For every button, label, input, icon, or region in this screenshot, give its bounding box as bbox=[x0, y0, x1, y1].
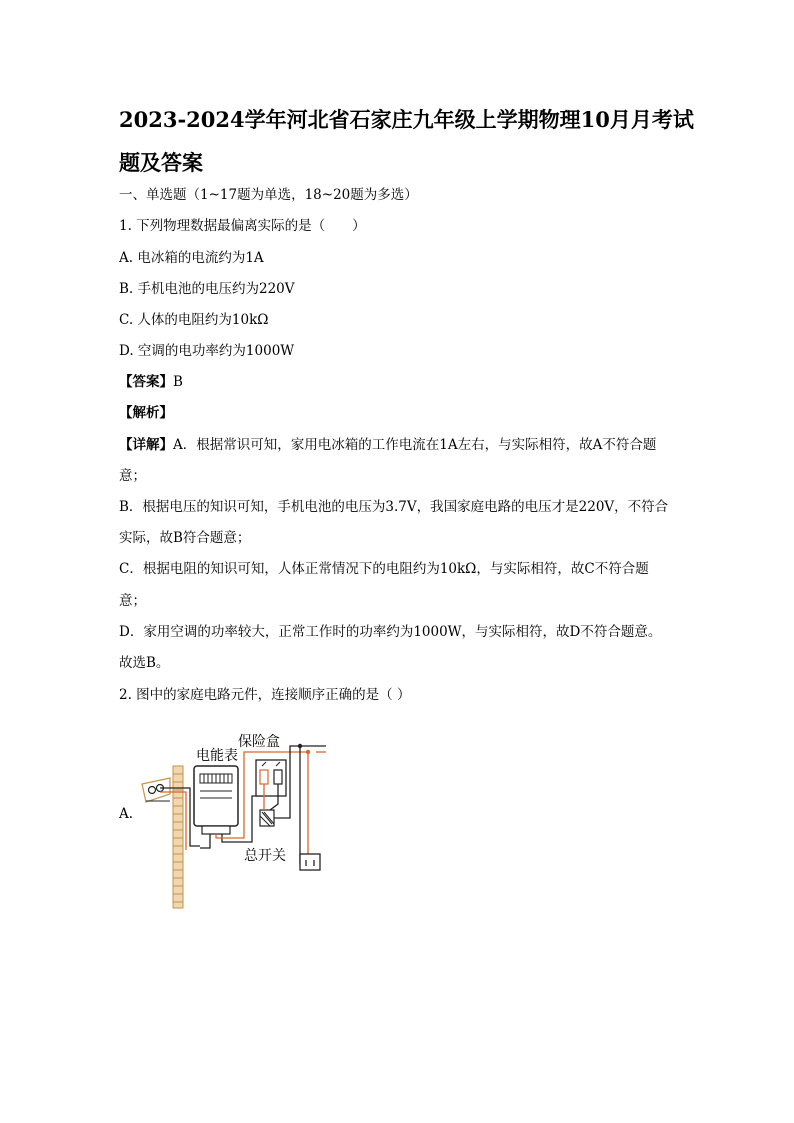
fuse-box-label: 保险盒 bbox=[238, 734, 280, 750]
q1-answer-row bbox=[119, 372, 183, 392]
answer-tag: 【答案】 bbox=[119, 374, 173, 390]
meter-label: 电能表 bbox=[196, 748, 238, 764]
detail-line: C．根据电阻的知识可知，人体正常情况下的电阻约为10kΩ，与实际相符，故C不符合题 bbox=[119, 561, 649, 577]
q2-option-a-label: A. bbox=[119, 806, 134, 822]
analysis-tag: 【解析】 bbox=[119, 405, 173, 421]
q2-stem: 2. 图中的家庭电路元件，连接顺序正确的是（ ） bbox=[119, 687, 411, 703]
q1-option-b: B. 手机电池的电压约为220V bbox=[119, 281, 295, 297]
q1-option-d: D. 空调的电功率约为1000W bbox=[119, 343, 295, 359]
section-heading: 一、单选题（1~17题为单选，18~20题为多选） bbox=[119, 187, 418, 203]
energy-meter-icon bbox=[194, 766, 238, 834]
detail-line: 故选B。 bbox=[119, 655, 170, 671]
main-switch-label: 总开关 bbox=[244, 848, 286, 864]
circuit-diagram bbox=[140, 726, 340, 912]
detail-line: D．家用空调的功率较大，正常工作时的功率约为1000W，与实际相符，故D不符合题意。 bbox=[119, 624, 662, 640]
detail-line: 实际，故B符合题意； bbox=[119, 530, 251, 546]
pole-icon bbox=[173, 766, 183, 908]
detail-line bbox=[119, 435, 656, 455]
q1-option-a: A. 电冰箱的电流约为1A bbox=[119, 250, 264, 266]
q1-stem: 1. 下列物理数据最偏离实际的是（ ） bbox=[119, 218, 366, 234]
q1-option-c: C. 人体的电阻约为10kΩ bbox=[119, 312, 269, 328]
detail-line: 意； bbox=[119, 468, 146, 484]
answer-value: B bbox=[173, 374, 183, 390]
main-switch-icon bbox=[260, 810, 274, 826]
detail-line: B．根据电压的知识可知，手机电池的电压为3.7V，我国家庭电路的电压才是220V，不符合 bbox=[119, 499, 669, 515]
detail-tag: 【详解】 bbox=[119, 437, 173, 453]
fuse-box-icon bbox=[256, 760, 286, 796]
detail-text: A．根据常识可知，家用电冰箱的工作电流在1A左右，与实际相符，故A不符合题 bbox=[173, 437, 657, 453]
detail-line: 意； bbox=[119, 593, 146, 609]
page-title: 2023-2024学年河北省石家庄九年级上学期物理10月月考试题及答案 bbox=[119, 107, 694, 175]
insulator-icon bbox=[142, 778, 170, 802]
socket-icon bbox=[300, 854, 320, 870]
